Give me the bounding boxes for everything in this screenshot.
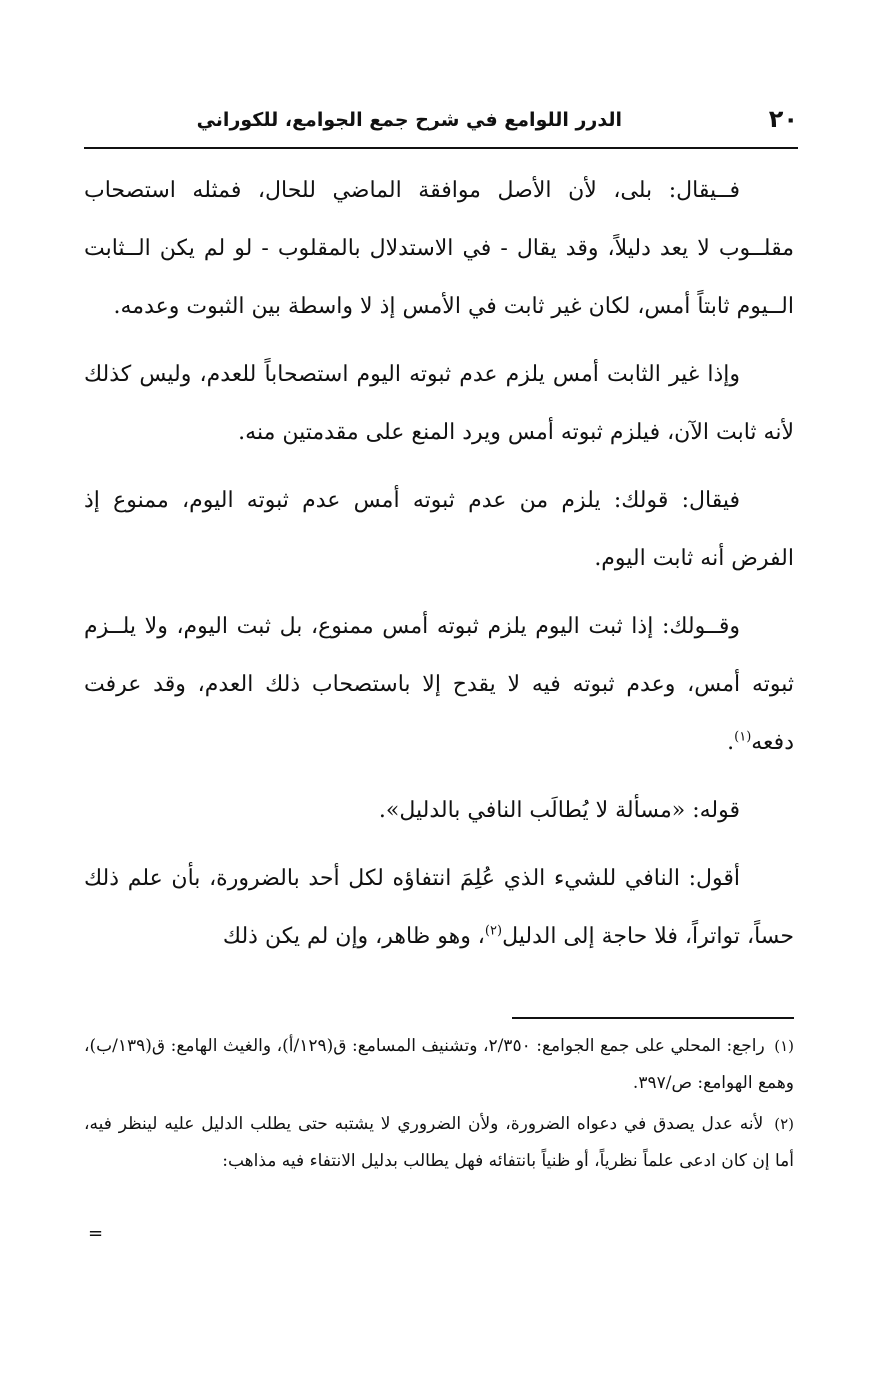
footnotes [84,1028,794,1184]
header-rule [84,147,798,149]
paragraph-3: فيقال: قولك: يلزم من عدم ثبوته أمس عدم ثبوته اليوم، ممنوع إذ الفرض أنه ثابت اليوم. [84,488,794,571]
footnote-1-number: (١) [774,1037,795,1055]
paragraph-6 [84,850,794,966]
footnote-1-text: راجع: المحلي على جمع الجوامع: ٢/٣٥٠، وتشنيف المسامع: ق(١٢٩/أ)، والغيث الهامع: ق(١٣٩/ب)، وهمع الهوامع: ص/٣٩٧. [84,1036,794,1093]
footnote-separator [512,1017,794,1019]
page-header [84,98,798,142]
footnote-ref-1: (١) [734,729,752,745]
footnote-ref-2: (٢) [484,923,503,939]
paragraph-6-text-b: ، وهو ظاهر، وإن لم يكن ذلك [222,924,485,949]
paragraph-6-text-a: أقول: النافي للشيء الذي عُلِمَ انتفاؤه لكل أحد بالضرورة، بأن علم ذلك حساً، تواتراً، فلا حاجة إلى الدليل [84,866,794,949]
page-number: ٢٠ [768,105,798,133]
paragraph-4-end: . [727,730,735,755]
continuation-mark: = [88,1223,104,1244]
paragraph-2: وإذا غير الثابت أمس يلزم عدم ثبوته اليوم استصحاباً للعدم، وليس كذلك لأنه ثابت الآن، فيلزم ثبوته أمس ويرد المنع على مقدمتين منه. [84,362,794,445]
running-title: الدرر اللوامع في شرح جمع الجوامع، للكوراني [196,109,622,131]
paragraph-5-quote: قوله: «مسألة لا يُطالَب النافي بالدليل». [378,798,740,823]
footnote-2-number: (٢) [774,1115,795,1133]
footnote-2 [84,1106,794,1180]
paragraph-1: فــيقال: بلى، لأن الأصل موافقة الماضي للحال، فمثله استصحاب مقلــوب لا يعد دليلاً، وقد يقال - في الاستدلال بالمقلوب - لو لم يكن الــثابت الــيوم ثابتاً أمس، لكان غير ثابت في الأمس إذ لا واسطة بين الثبوت وعدمه. [84,178,794,319]
paragraph-4-text: وقــولك: إذا ثبت اليوم يلزم ثبوته أمس ممنوع، بل ثبت اليوم، ولا يلــزم ثبوته أمس، وعدم ثبوته فيه لا يقدح إلا باستصحاب ذلك العدم، وقد عرفت دفعه [84,614,794,755]
footnote-1 [84,1028,794,1102]
main-text [84,162,794,976]
paragraph-4 [84,598,794,772]
footnote-2-text: لأنه عدل يصدق في دعواه الضرورة، ولأن الضروري لا يشتبه حتى يطلب الدليل عليه لينظر فيه، أما إن كان ادعى علماً نظرياً، أو ظنياً بانتفائه فهل يطالب بدليل الانتفاء فيه مذاهب: [84,1114,794,1171]
